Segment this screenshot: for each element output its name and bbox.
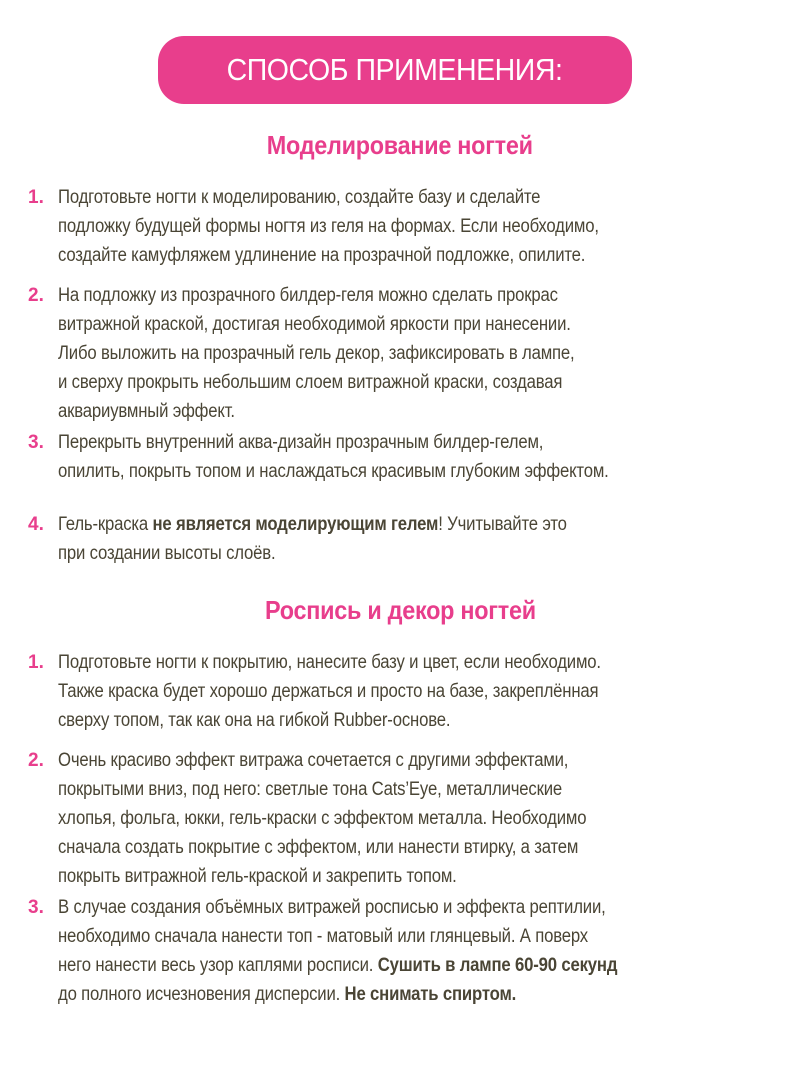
text-line: и сверху прокрыть небольшим слоем витражной краски, создавая <box>58 372 563 393</box>
text-line: при создании высоты слоёв. <box>58 543 276 564</box>
text-span: до полного исчезновения дисперсии. <box>58 984 345 1005</box>
item-text <box>58 746 793 891</box>
text-line: Также краска будет хорошо держаться и просто на базе, закреплённая <box>58 681 599 702</box>
item-number: 4. <box>28 514 44 535</box>
text-line: Очень красиво эффект витража сочетается с другими эффектами, <box>58 750 569 771</box>
text-line: создайте камуфляжем удлинение на прозрачной подложке, опилите. <box>58 245 586 266</box>
text-line: сверху топом, так как она на гибкой Rubber-основе. <box>58 710 451 731</box>
text-line: покрытыми вниз, под него: светлые тона Cats’Eye, металлические <box>58 779 563 800</box>
item-number: 3. <box>28 897 44 918</box>
title-banner <box>158 36 632 104</box>
text-line <box>58 980 793 1009</box>
text-line: На подложку из прозрачного билдер-геля можно сделать прокрас <box>58 285 558 306</box>
item-text <box>58 281 793 426</box>
section-heading-modeling <box>0 130 800 161</box>
item-number: 2. <box>28 750 44 771</box>
text-line: подложку будущей формы ногтя из геля на формах. Если необходимо, <box>58 216 599 237</box>
item-text <box>58 428 793 486</box>
text-line: Перекрыть внутренний аква-дизайн прозрачным билдер-гелем, <box>58 432 544 453</box>
item-text <box>58 183 793 270</box>
text-line: витражной краской, достигая необходимой яркости при нанесении. <box>58 314 571 335</box>
text-span: Гель-краска <box>58 514 153 535</box>
text-line: Подготовьте ногти к покрытию, нанесите базу и цвет, если необходимо. <box>58 652 601 673</box>
section-heading-text: Роспись и декор ногтей <box>264 595 536 625</box>
item-number: 1. <box>28 187 44 208</box>
item-text <box>58 648 793 735</box>
item-number: 3. <box>28 432 44 453</box>
text-line <box>58 951 793 980</box>
text-line: сначала создать покрытие с эффектом, или нанести втирку, а затем <box>58 837 579 858</box>
item-text <box>58 510 793 568</box>
text-line: Либо выложить на прозрачный гель декор, зафиксировать в лампе, <box>58 343 575 364</box>
item-text <box>58 893 793 1009</box>
emphasis-text: Не снимать спиртом. <box>344 984 517 1005</box>
text-line: хлопья, фольга, юкки, гель-краски с эффектом металла. Необходимо <box>58 808 587 829</box>
item-number: 2. <box>28 285 44 306</box>
text-span: него нанести весь узор каплями росписи. <box>58 955 378 976</box>
text-line: В случае создания объёмных витражей росписью и эффекта рептилии, <box>58 897 606 918</box>
text-line: необходимо сначала нанести топ - матовый или глянцевый. А поверх <box>58 926 588 947</box>
text-line <box>58 510 793 539</box>
text-line: Подготовьте ногти к моделированию, создайте базу и сделайте <box>58 187 541 208</box>
item-number: 1. <box>28 652 44 673</box>
emphasis-text: Сушить в лампе 60-90 секунд <box>377 955 618 976</box>
text-span: ! Учитывайте это <box>438 514 567 535</box>
emphasis-text: не является моделирующим гелем <box>152 514 439 535</box>
section-heading-text: Моделирование ногтей <box>267 130 533 160</box>
text-line: опилить, покрыть топом и наслаждаться красивым глубоким эффектом. <box>58 461 609 482</box>
text-line: покрыть витражной гель-краской и закрепить топом. <box>58 866 457 887</box>
page-title: СПОСОБ ПРИМЕНЕНИЯ: <box>227 52 563 87</box>
text-line: аквариувмный эффект. <box>58 401 235 422</box>
section-heading-painting <box>0 595 800 626</box>
